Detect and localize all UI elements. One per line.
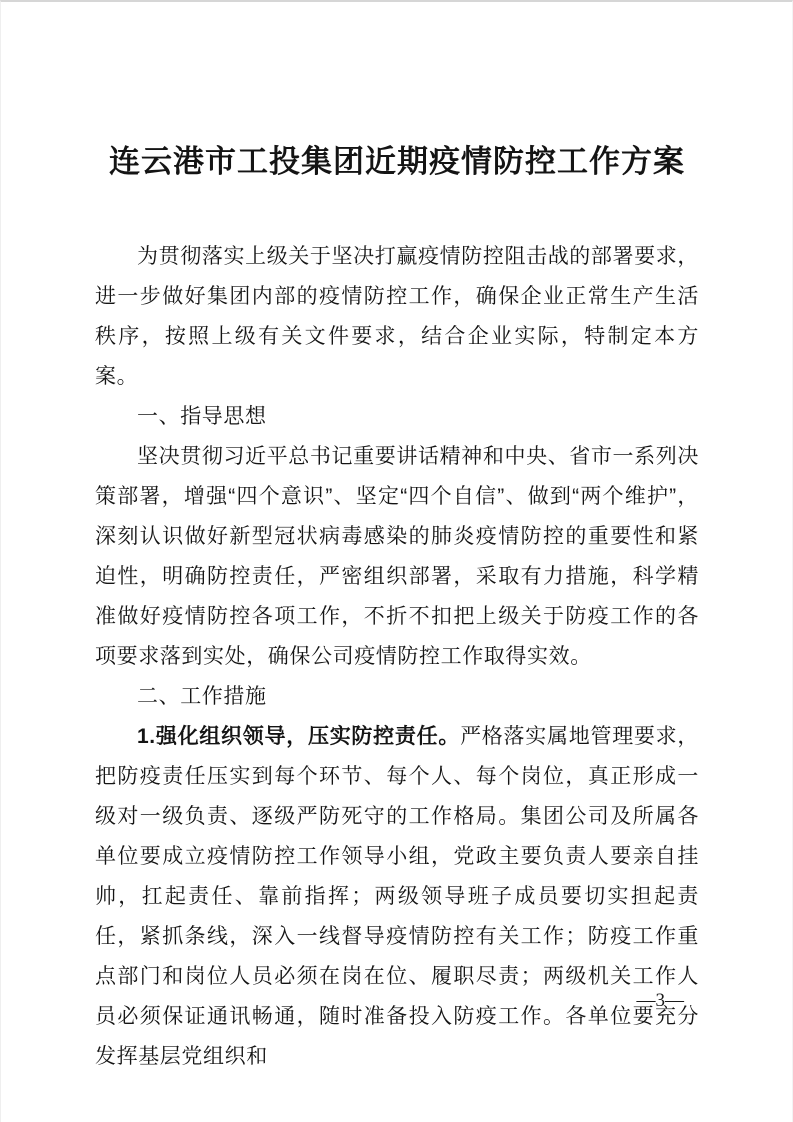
measure-1-text: 严格落实属地管理要求，把防疫责任压实到每个环节、每个人、每个岗位，真正形成一级对一级负责、逐级严防死守的工作格局。集团公司及所属各单位要成立疫情防控工作领导小组，党政主要负责人要亲自挂帅，扛起责任、靠前指挥；两级领导班子成员要切实担起责任，紧抓条线，深入一线督导疫情防控有关工作；防疫工作重点部门和岗位人员必须在岗在位、履职尽责；两级机关工作人员必须保证通讯畅通，随时准备投入防疫工作。各单位要充分发挥基层党组织和 — [95, 725, 699, 1068]
section-heading-guiding-ideology: 一、指导思想 — [137, 405, 267, 428]
measure-1-paragraph — [95, 717, 699, 1077]
measure-1-lead: 1.强化组织领导，压实防控责任。 — [137, 725, 461, 748]
guiding-ideology-paragraph: 坚决贯彻习近平总书记重要讲话精神和中央、省市一系列决策部署，增强“四个意识”、坚定“四个自信”、做到“两个维护”，深刻认识做好新型冠状病毒感染的肺炎疫情防控的重要性和紧迫性，明确防控责任，严密组织部署，采取有力措施，科学精准做好疫情防控各项工作，不折不扣把上级关于防疫工作的各项要求落到实处，确保公司疫情防控工作取得实效。 — [95, 445, 699, 668]
section-heading-work-measures: 二、工作措施 — [137, 685, 267, 708]
document-title: 连云港市工投集团近期疫情防控工作方案 — [109, 144, 685, 179]
page-number: —3— — [636, 990, 684, 1011]
intro-paragraph: 为贯彻落实上级关于坚决打赢疫情防控阻击战的部署要求，进一步做好集团内部的疫情防控工作，确保企业正常生产生活秩序，按照上级有关文件要求，结合企业实际，特制定本方案。 — [95, 245, 699, 388]
